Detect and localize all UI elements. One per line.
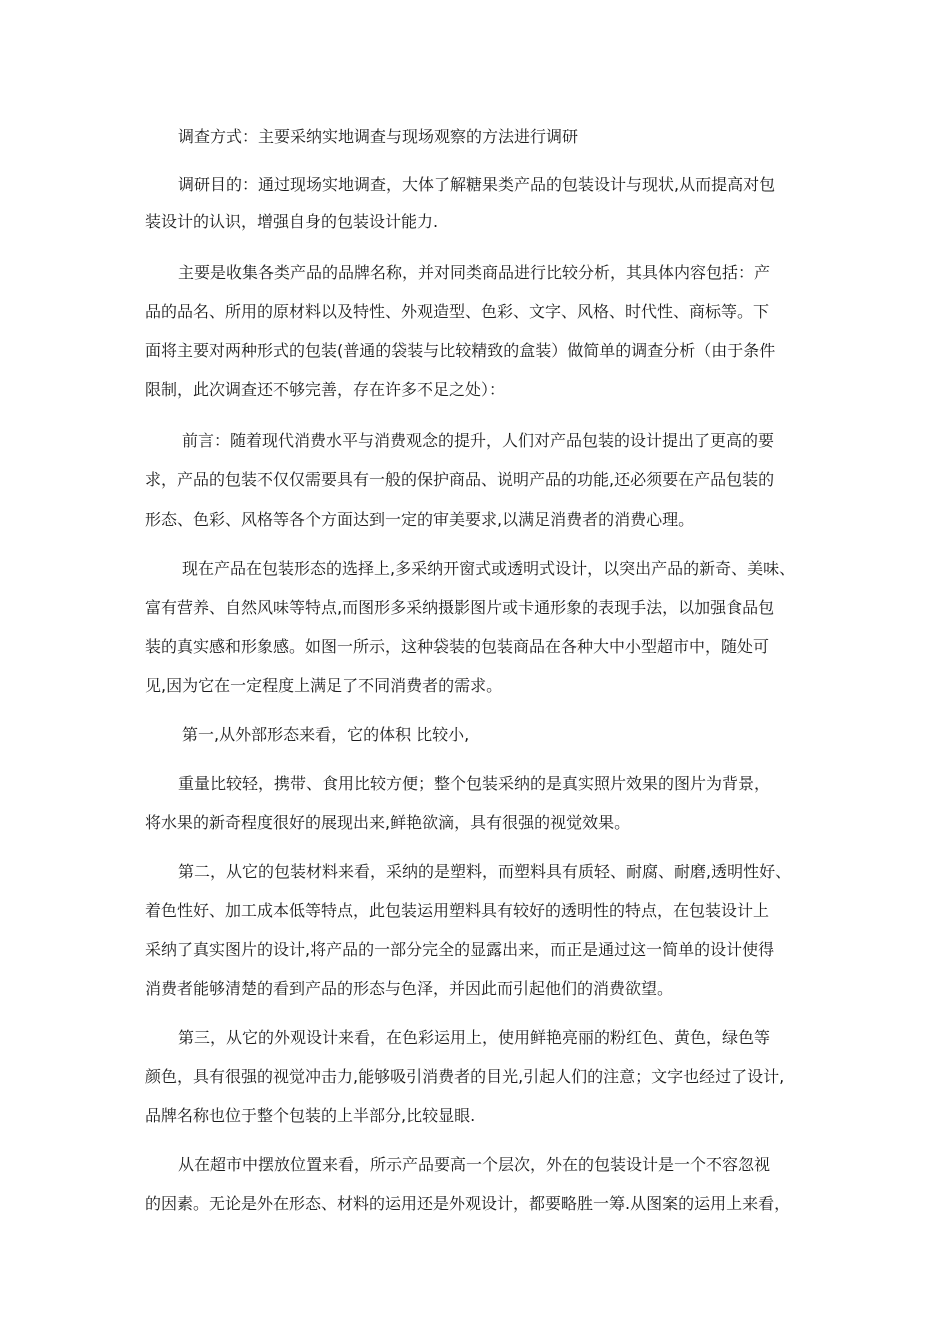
- text-line: 品牌名称也位于整个包装的上半部分,比较显眼.: [145, 1106, 476, 1125]
- text-line: 装的真实感和形象感。如图一所示，这种袋装的包装商品在各种大中小型超市中，随处可: [145, 637, 770, 656]
- text-line: 限制，此次调查还不够完善，存在许多不足之处）：: [145, 380, 506, 399]
- text-line-shelf-position: 从在超市中摆放位置来看，所示产品要高一个层次，外在的包装设计是一个不容忽视: [178, 1155, 771, 1174]
- text-line: 形态、色彩、风格等各个方面达到一定的审美要求,以满足消费者的消费心理。: [145, 510, 695, 529]
- text-line-research-purpose: 调研目的：通过现场实地调查，大体了解糖果类产品的包装设计与现状,从而提高对包: [178, 175, 776, 194]
- text-line-survey-method: 调查方式：主要采纳实地调查与现场观察的方法进行调研: [178, 127, 579, 146]
- text-line: 的因素。无论是外在形态、材料的运用还是外观设计，都要略胜一筹.从图案的运用上来看，: [145, 1194, 791, 1213]
- text-line: 求，产品的包装不仅仅需要具有一般的保护商品、说明产品的功能,还必须要在产品包装的: [145, 470, 775, 489]
- text-line-main-content: 主要是收集各类产品的品牌名称，并对同类商品进行比较分析，其具体内容包括：产: [178, 263, 771, 282]
- text-line: 将水果的新奇程度很好的展现出来,鲜艳欲滴，具有很强的视觉效果。: [145, 813, 631, 832]
- text-line: 消费者能够清楚的看到产品的形态与色泽，并因此而引起他们的消费欲望。: [145, 979, 674, 998]
- text-line: 面将主要对两种形式的包装(普通的袋装与比较精致的盒装）做简单的调查分析（由于条件: [145, 341, 776, 360]
- text-line-weight: 重量比较轻，携带、食用比较方便；整个包装采纳的是真实照片效果的图片为背景，: [178, 774, 771, 793]
- text-line: 富有营养、自然风味等特点,而图形多采纳摄影图片或卡通形象的表现手法，以加强食品包: [145, 598, 775, 617]
- text-line-first-point: 第一,从外部形态来看，它的体积 比较小,: [182, 725, 470, 744]
- text-line: 装设计的认识，增强自身的包装设计能力.: [145, 212, 439, 231]
- text-line-preface: 前言：随着现代消费水平与消费观念的提升，人们对产品包装的设计提出了更高的要: [182, 431, 775, 450]
- text-line: 颜色，具有很强的视觉冲击力,能够吸引消费者的目光,引起人们的注意；文字也经过了设计,: [145, 1067, 785, 1086]
- text-line: 采纳了真实图片的设计,将产品的一部分完全的显露出来，而正是通过这一简单的设计使得: [145, 940, 775, 959]
- text-line-current-products: 现在产品在包装形态的选择上,多采纳开窗式或透明式设计，以突出产品的新奇、美味、: [182, 559, 796, 578]
- text-line: 品的品名、所用的原材料以及特性、外观造型、色彩、文字、风格、时代性、商标等。下: [145, 302, 770, 321]
- text-line: 着色性好、加工成本低等特点，此包装运用塑料具有较好的透明性的特点，在包装设计上: [145, 901, 770, 920]
- text-line-third-point: 第三，从它的外观设计来看，在色彩运用上，使用鲜艳亮丽的粉红色、黄色，绿色等: [178, 1028, 771, 1047]
- text-line: 见,因为它在一定程度上满足了不同消费者的需求。: [145, 676, 503, 695]
- text-line-second-point: 第二，从它的包装材料来看，采纳的是塑料，而塑料具有质轻、耐腐、耐磨,透明性好、: [178, 862, 792, 881]
